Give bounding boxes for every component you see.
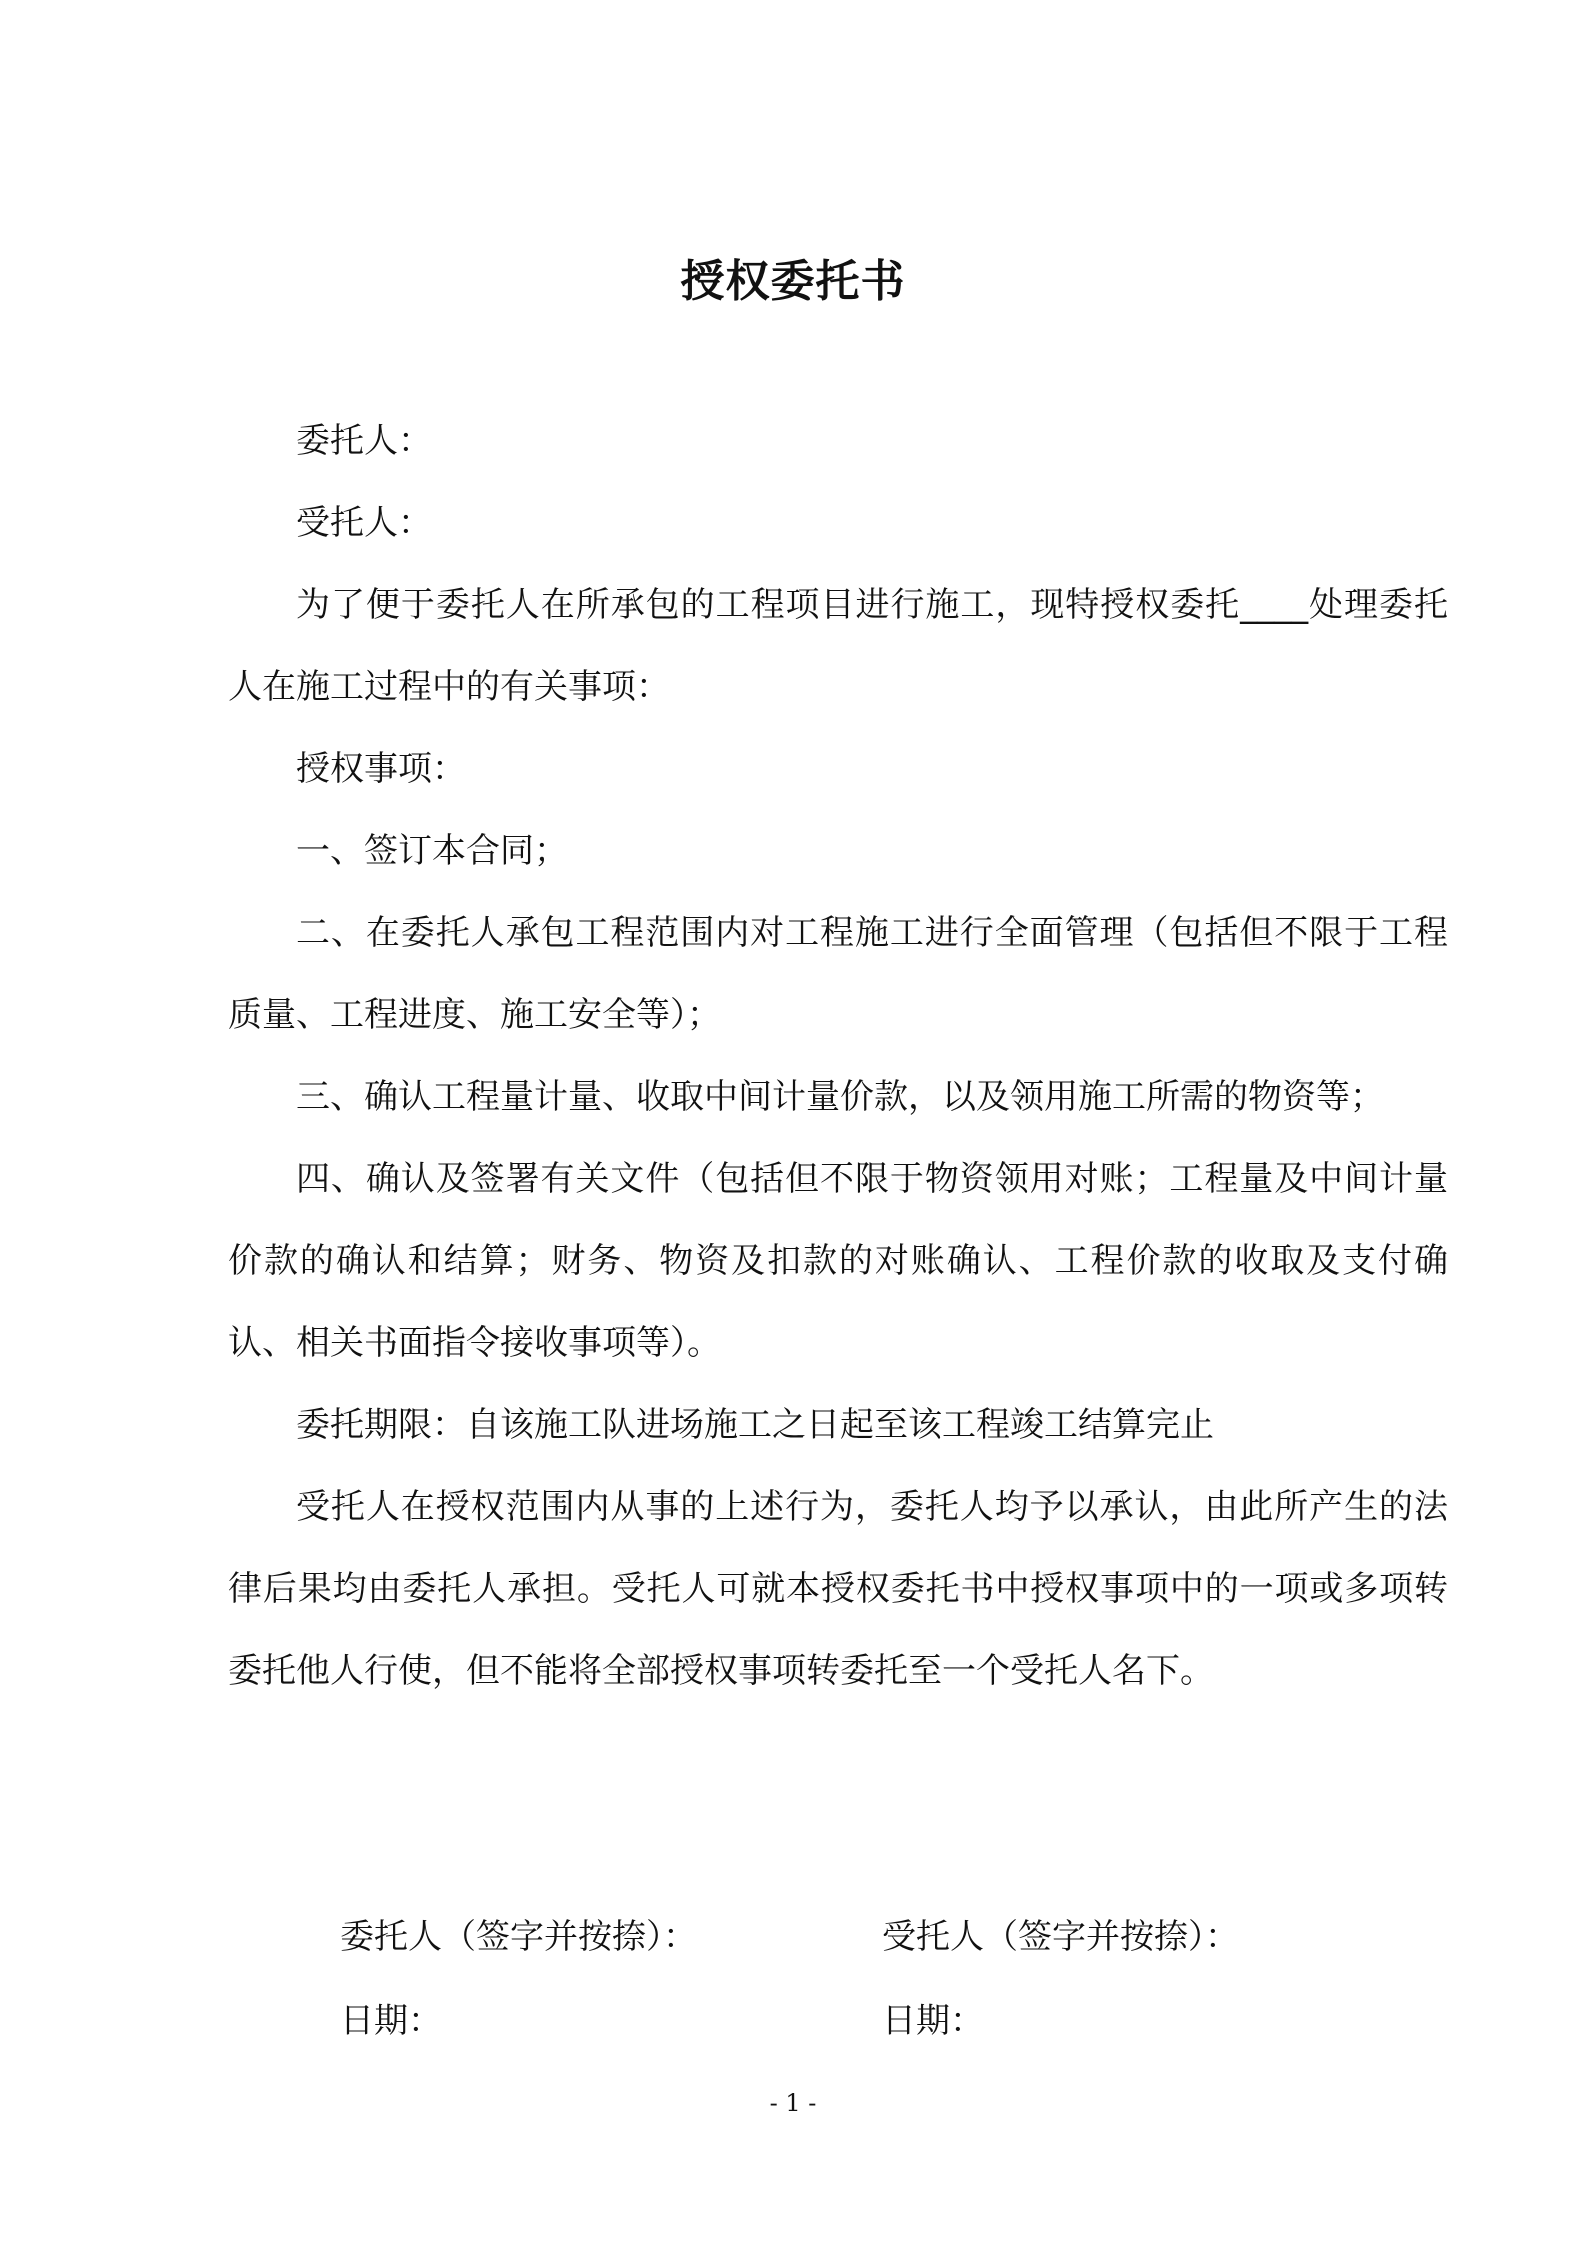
paragraph-term: 委托期限：自该施工队进场施工之日起至该工程竣工结算完止: [296, 1405, 1214, 1445]
paragraph-item-4: 四、确认及签署有关文件（包括但不限于物资领用对账；工程量及中间计量价款的确认和结算；财务、物资及扣款的对账确认、工程价款的收取及支付确认、相关书面指令接收事项等）。: [228, 1159, 1448, 1363]
paragraph-liability: 受托人在授权范围内从事的上述行为，委托人均予以承认，由此所产生的法律后果均由委托人承担。受托人可就本授权委托书中授权事项中的一项或多项转委托他人行使，但不能将全部授权事项转委托至一个受托人名下。: [228, 1487, 1448, 1691]
paragraph-principal: 委托人：: [296, 421, 432, 461]
paragraph-item-2: 二、在委托人承包工程范围内对工程施工进行全面管理（包括但不限于工程质量、工程进度、施工安全等）；: [228, 913, 1448, 1035]
paragraph-purpose: 为了便于委托人在所承包的工程项目进行施工，现特授权委托____处理委托人在施工过程中的有关事项：: [228, 585, 1448, 707]
document-body: [228, 400, 1448, 1712]
paragraph-agent: 受托人：: [296, 503, 432, 543]
principal-date-label: 日期：: [340, 2001, 442, 2041]
paragraph-authorized-matters: 授权事项：: [296, 749, 466, 789]
agent-date-label: 日期：: [882, 2001, 984, 2041]
paragraph-item-3: 三、确认工程量计量、收取中间计量价款，以及领用施工所需的物资等；: [296, 1077, 1384, 1117]
principal-signature-label: 委托人（签字并按捺）：: [340, 1917, 697, 1957]
page-number: - 1 -: [769, 2089, 817, 2117]
document-title: 授权委托书: [680, 256, 906, 307]
agent-signature-label: 受托人（签字并按捺）：: [882, 1917, 1239, 1957]
paragraph-item-1: 一、签订本合同；: [296, 831, 568, 871]
